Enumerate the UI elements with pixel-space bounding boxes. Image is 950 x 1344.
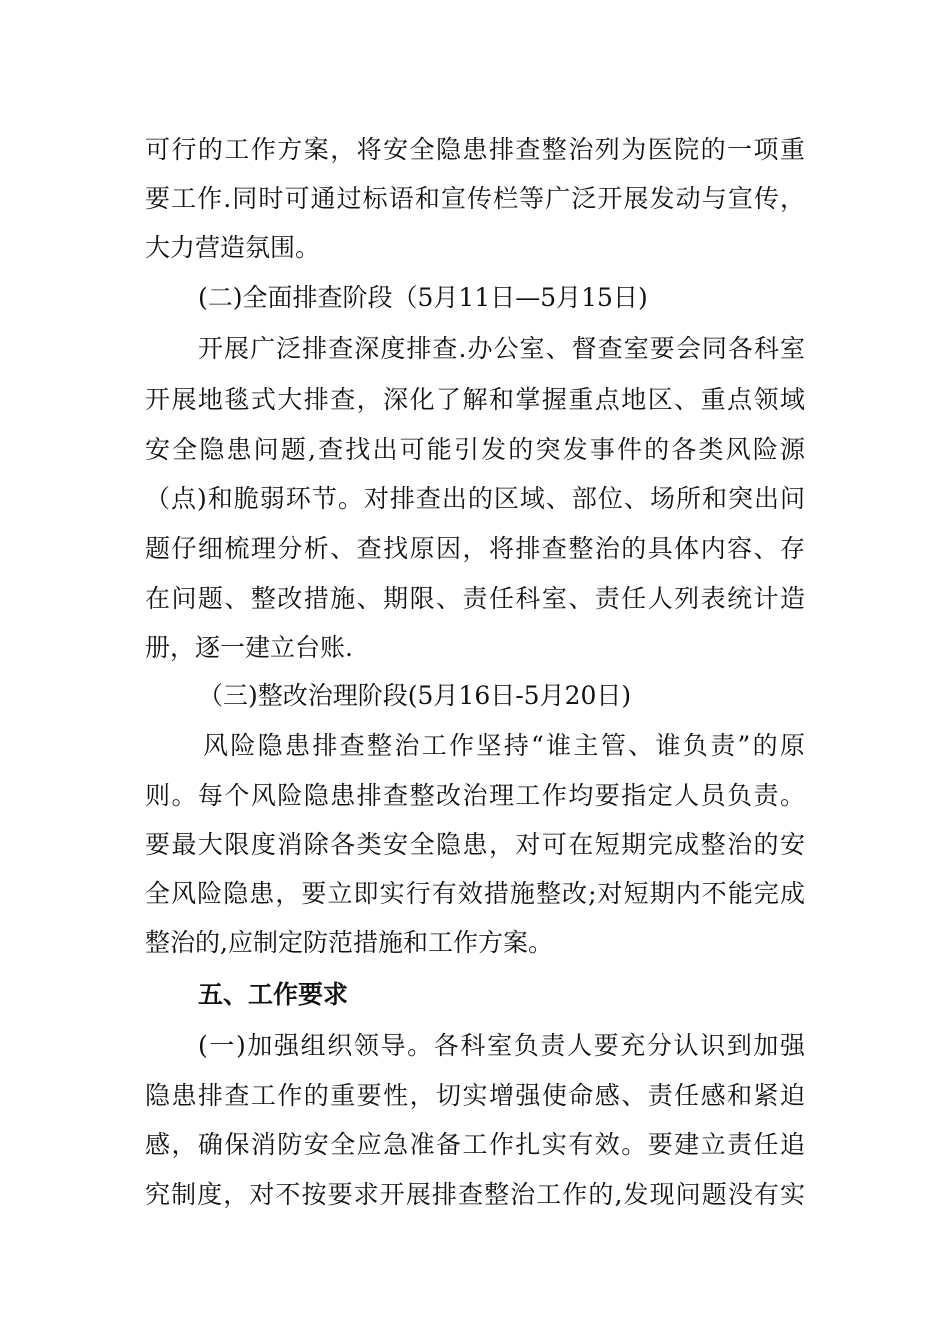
body-text-line: 册，逐一建立台账. [145,633,353,662]
body-text-line: 大力营造氛围。 [145,233,321,262]
body-text-line: 要工作.同时可通过标语和宣传栏等广泛开展发动与宣传， [145,184,805,213]
body-text-line: 可行的工作方案，将安全隐患排查整治列为医院的一项重 [145,135,805,164]
body-text-line: (一)加强组织领导。各科室负责人要充分认识到加强 [198,1031,805,1060]
body-text-line: 要最大限度消除各类安全隐患，对可在短期完成整治的安 [145,830,805,859]
section-subheading: (二)全面排查阶段（5月11日—5月15日) [198,283,648,312]
body-text-line: 题仔细梳理分析、查找原因，将排查整治的具体内容、存 [145,534,805,563]
section-subheading: （三)整改治理阶段(5月16日-5月20日) [198,681,632,710]
body-text-line: （点)和脆弱环节。对排查出的区域、部位、场所和突出问 [145,484,805,513]
body-text-line: 感，确保消防安全应急准备工作扎实有效。要建立责任追 [145,1130,805,1159]
body-text-line: 开展广泛排查深度排查.办公室、督查室要会同各科室 [198,334,805,363]
body-text-line: 则。每个风险隐患排查整改治理工作均要指定人员负责。 [145,781,805,810]
body-text-line: 开展地毯式大排查，深化了解和掌握重点地区、重点领域 [145,385,805,414]
body-text-line: 整治的,应制定防范措施和工作方案。 [145,928,553,957]
body-text-line: 安全隐患问题,查找出可能引发的突发事件的各类风险源 [145,435,805,464]
section-heading: 五、工作要求 [198,980,349,1009]
body-text-line: 在问题、整改措施、期限、责任科室、责任人列表统计造 [145,584,805,613]
body-text-line: 究制度，对不按要求开展排查整治工作的,发现问题没有实 [145,1180,805,1209]
body-text-line: 全风险隐患，要立即实行有效措施整改;对短期内不能完成 [145,879,805,908]
body-text-line: 风险隐患排查整治工作坚持“谁主管、谁负责”的原 [203,731,805,760]
body-text-line: 隐患排查工作的重要性，切实增强使命感、责任感和紧迫 [145,1081,805,1110]
